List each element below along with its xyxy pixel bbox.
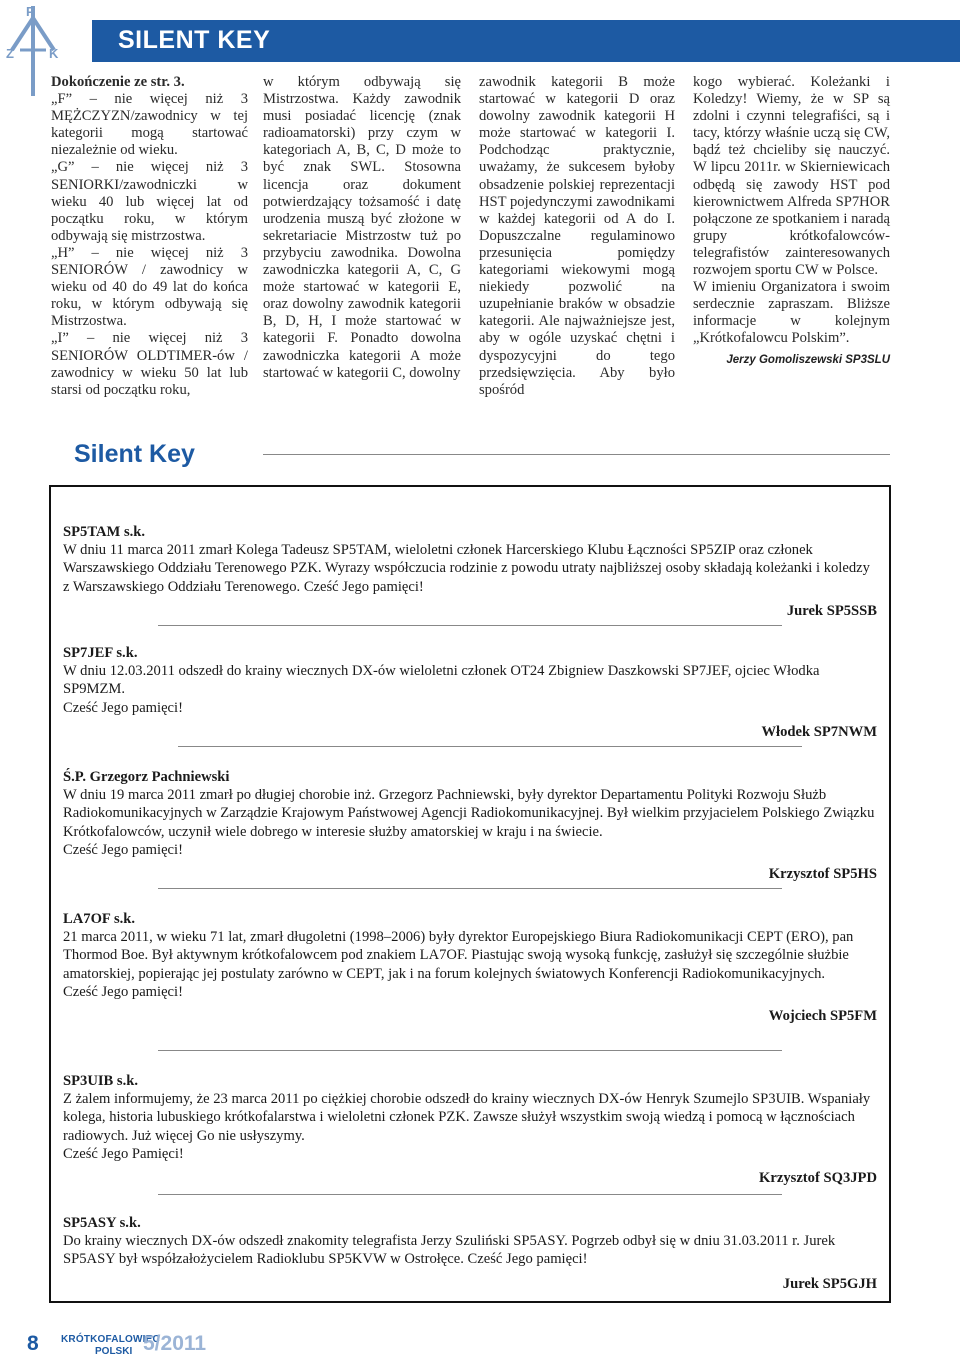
divider	[158, 1194, 782, 1195]
article-paragraph: „F” – nie więcej niż 3 MĘŻCZYZN/zawodnicy w tej kategorii mogą startować niezależnie od wieku.	[51, 91, 248, 159]
logo-letter-k: K	[49, 46, 59, 61]
obituary-signature: Włodek SP7NWM	[761, 723, 877, 740]
page-footer	[27, 1332, 327, 1362]
article-paragraph: zawodnik kategorii B może startować w kategorii D oraz dowolny zawodnik kategorii H może startować w kategorii I. Podchodząc praktycznie, uważamy, że sukcesem byłoby obsadzenie polskiej reprezentacji HST pojedynczymi zawodnikami w każdej kategorii od A do I. Dopuszczalne regulaminowo przesunięcia pomiędzy kategoriami wiekowymi mogą niekiedy pozwolić na uzupełnianie braków w obsadzie kategorii. Ale najważniejsze jest, aby w ogóle uzyskać chętni i dyspozycyjni do tego przedsięwzięcia. Aby było spośród	[479, 74, 675, 398]
obituary-entry	[63, 523, 877, 620]
article-column-2	[263, 74, 461, 382]
article-paragraph: kogo wybierać. Koleżanki i Koledzy! Wiemy, że w SP są zdolni i czynni telegrafiści, są i tacy, którzy właśnie uczą się CW, bądź też chcieliby się nauczyć. W lipcu 2011r. w Skierniewicach odbędą się zawody HST pod kierownictwem Alfreda SP7HOR połączone ze spotkaniem i naradą grupy krótkofalowców-telegrafistów zainteresowanych rozwojem sportu CW w Polsce.	[693, 74, 890, 279]
article-paragraph: „H” – nie więcej niż 3 SENIORÓW / zawodnicy w wieku od 40 do 49 lat do końca roku, w którym odbywają się Mistrzostwa.	[51, 244, 248, 330]
article-continuation: Dokończenie ze str. 3.	[51, 74, 185, 90]
publication-name: KRÓTKOFALOWIEC	[61, 1334, 160, 1345]
obituary-title: SP7JEF s.k.	[63, 645, 138, 661]
divider	[178, 746, 802, 747]
obituary-body: W dniu 19 marca 2011 zmarł po długiej chorobie inż. Grzegorz Pachniewski, były dyrektor Departamentu Polityki Rozwoju Służb Radiokomunikacyjnych w Zarządzie Krajowym Państwowej Agencji Radiokomunikacyjnej. Był wielkim przyjacielem Polskiego Związku Krótkofalowców, uczynił wiele dobrego w interesie służby amatorskiej w kraju i na świecie. Cześć Jego pamięci!	[63, 787, 875, 858]
article-paragraph: „I” – nie więcej niż 3 SENIORÓW OLDTIMER-ów / zawodnicy w wieku 50 lat lub starsi od początku roku,	[51, 330, 248, 398]
article-signature: Jerzy Gomoliszewski SP3SLU	[726, 353, 890, 366]
silent-key-heading: Silent Key	[74, 440, 195, 468]
issue-number: 5/2011	[143, 1332, 207, 1355]
obituary-title: SP5ASY s.k.	[63, 1215, 141, 1231]
article-paragraph: w którym odbywają się Mistrzostwa. Każdy zawodnik musi posiadać licencję (znak radioamatorski) przy czym w kategoriach A, B, C, D może to być znak SWL. Stosowna licencja oraz dokument potwierdzający tożsamość i datę urodzenia muszą być złożone w sekretariacie Mistrzostw tuż po przybyciu zawodnika. Dowolna zawodniczka kategorii A, C, G może startować w kategorii E, oraz dowolny zawodnik kategorii B, D, H, I może startować w kategorii F. Ponadto dowolna zawodniczka kategorii A może startować w kategorii C, dowolny	[263, 74, 461, 381]
divider	[158, 888, 782, 889]
article-column-1	[51, 74, 248, 399]
divider	[158, 625, 782, 626]
page-title: SILENT KEY	[118, 26, 271, 54]
obituary-title: LA7OF s.k.	[63, 911, 136, 927]
obituary-body: Do krainy wiecznych DX-ów odszedł znakomity telegrafista Jerzy Szuliński SP5ASY. Pogrzeb odbył się w dniu 31.03.2011 r. Jurek SP5ASY był współzałożycielem Radioklubu SP5KVW w Ostrołęce. Cześć Jego pamięci!	[63, 1233, 836, 1268]
obituary-title: Ś.P. Grzegorz Pachniewski	[63, 769, 230, 785]
obituary-entry	[63, 644, 877, 741]
obituary-entry	[63, 1214, 877, 1293]
obituary-signature: Jurek SP5SSB	[786, 602, 877, 619]
obituary-title: SP3UIB s.k.	[63, 1073, 139, 1089]
divider	[263, 454, 890, 455]
obituary-body: W dniu 12.03.2011 odszedł do krainy wiecznych DX-ów wieloletni członek OT24 Zbigniew Daszkowski SP7JEF, ojciec Włodka SP9MZM. Cześć Jego pamięci!	[63, 663, 820, 716]
obituary-signature: Krzysztof SQ3JPD	[759, 1170, 877, 1187]
obituary-entry	[63, 1072, 877, 1187]
article-paragraph: „G” – nie więcej niż 3 SENIORKI/zawodniczki w wieku 40 lub więcej lat od początku roku, w którym odbywają się mistrzostwa.	[51, 159, 248, 244]
logo-letter-p: P	[26, 4, 35, 19]
publication-name-line2: POLSKI	[95, 1346, 133, 1357]
obituary-signature: Jurek SP5GJH	[782, 1275, 877, 1292]
obituary-entry	[63, 910, 877, 1025]
obituary-title: SP5TAM s.k.	[63, 524, 146, 540]
page-number: 8	[27, 1332, 39, 1355]
article-column-4	[693, 74, 890, 369]
logo-letter-z: Z	[6, 46, 14, 61]
article-column-3	[479, 74, 675, 399]
obituary-body: W dniu 11 marca 2011 zmarł Kolega Tadeusz SP5TAM, wieloletni członek Harcerskiego Klubu Łączności SP5ZIP oraz członek Warszawskiego Oddziału Terenowego PZK. Wyrazy współczucia rodzinie z powodu utraty najbliższej osoby składają koleżanki i koledzy z Warszawskiego Oddziału Terenowego. Cześć Jego pamięci!	[63, 542, 870, 595]
article-paragraph: W imieniu Organizatora i swoim serdecznie zapraszam. Bliższe informacje w kolejnym „Krótkofalowcu Polskim”.	[693, 279, 890, 347]
obituary-entry	[63, 768, 877, 883]
obituary-body: Z żalem informujemy, że 23 marca 2011 po ciężkiej chorobie odszedł do krainy wiecznych DX-ów Henryk Szumejlo SP3UIB. Wspaniały kolega, historia lubuskiego krótkofalarstwa i wieloletni członek PZK. Zawsze służył wszystkim swoją wiedzą i pomocą w łącznościach radiowych. Już więcej Go nie usłyszymy. Cześć Jego Pamięci!	[63, 1091, 871, 1162]
obituary-signature: Wojciech SP5FM	[768, 1008, 877, 1025]
divider	[158, 1050, 782, 1051]
obituary-signature: Krzysztof SP5HS	[768, 866, 877, 883]
obituary-body: 21 marca 2011, w wieku 71 lat, zmarł długoletni (1998–2006) były dyrektor Europejskiego Biura Radiokomunikacji CEPT (ERO), pan Thormod Boe. Był aktywnym krótkofalowcem pod znakiem LA7OF. Piastując swoją wysoką funkcję, zasłużył się szczególnie służbie amatorskiej, popierając jej postulaty zarówno w CEPT, jak i na forum kolejnych światowych Konferencji Radiokomunikacyjnych. Cześć Jego pamięci!	[63, 929, 854, 1000]
